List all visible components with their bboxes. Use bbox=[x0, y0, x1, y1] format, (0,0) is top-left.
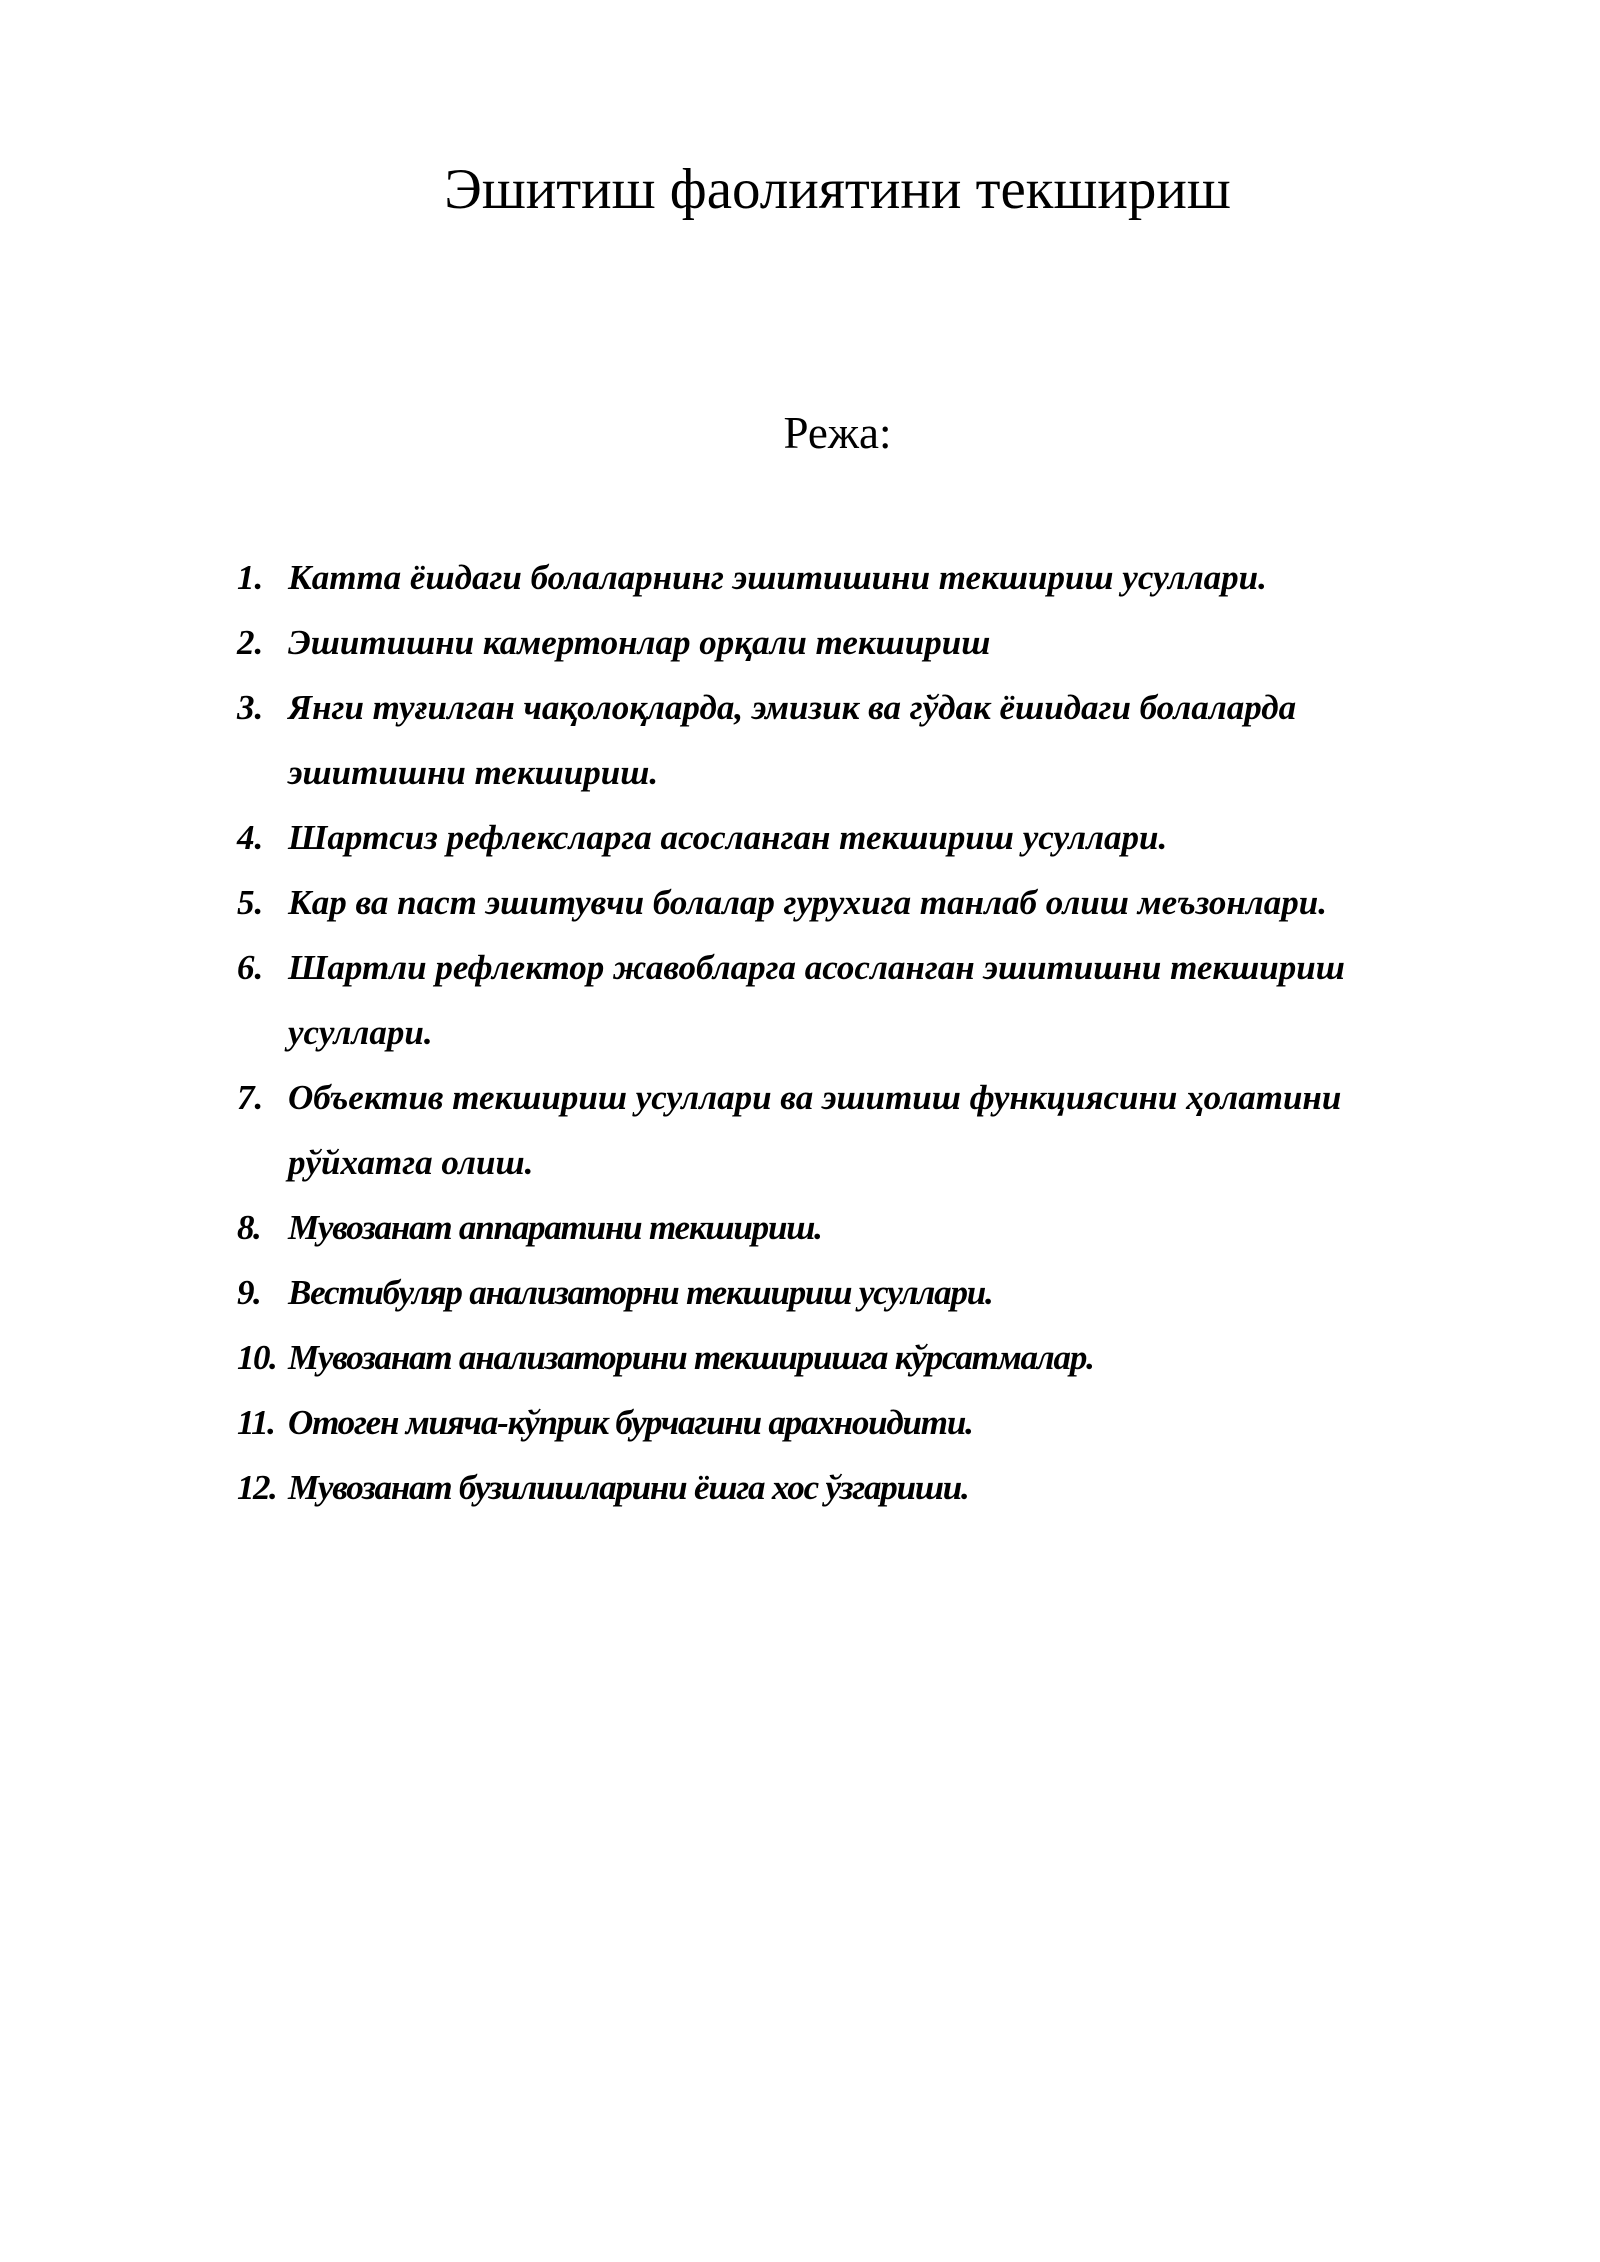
plan-item-number: 3. bbox=[237, 688, 264, 727]
plan-item-10 bbox=[237, 1325, 1467, 1390]
plan-item-7 bbox=[237, 1065, 1467, 1195]
plan-item-text: Отоген мияча-кўприк бурчагини арахноидити. bbox=[288, 1403, 973, 1442]
plan-item-5 bbox=[237, 870, 1467, 935]
plan-item-number: 4. bbox=[237, 818, 264, 857]
plan-item-number: 12. bbox=[237, 1468, 277, 1507]
plan-heading: Режа: bbox=[783, 408, 892, 458]
plan-item-11 bbox=[237, 1390, 1467, 1455]
plan-item-8 bbox=[237, 1195, 1467, 1260]
plan-item-text: Объектив текшириш усуллари ва эшитиш функциясини ҳолатини рўйхатга олиш. bbox=[288, 1078, 1342, 1182]
plan-item-number: 6. bbox=[237, 948, 264, 987]
plan-item-text: Мувозанат анализаторини текширишга кўрсатмалар. bbox=[288, 1338, 1094, 1377]
plan-item-text: Катта ёшдаги болаларнинг эшитишини текшириш усуллари. bbox=[288, 558, 1267, 597]
plan-item-3 bbox=[237, 675, 1467, 805]
plan-item-text: Мувозанат бузилишларини ёшга хос ўзгариши. bbox=[288, 1468, 969, 1507]
plan-item-text: Шартсиз рефлексларга асосланган текшириш усуллари. bbox=[288, 818, 1168, 857]
plan-item-number: 7. bbox=[237, 1078, 264, 1117]
plan-item-text: Эшитишни камертонлар орқали текшириш bbox=[288, 623, 991, 662]
plan-item-6 bbox=[237, 935, 1467, 1065]
document-title: Эшитиш фаолиятини текшириш bbox=[444, 158, 1231, 221]
plan-item-number: 5. bbox=[237, 883, 264, 922]
plan-item-text: Мувозанат аппаратини текшириш. bbox=[288, 1208, 822, 1247]
plan-item-number: 10. bbox=[237, 1338, 277, 1377]
plan-item-text: Янги туғилган чақолоқларда, эмизик ва гўдак ёшидаги болаларда эшитишни текшириш. bbox=[288, 688, 1297, 792]
plan-item-number: 8. bbox=[237, 1208, 261, 1247]
plan-item-number: 9. bbox=[237, 1273, 261, 1312]
plan-item-number: 2. bbox=[237, 623, 264, 662]
plan-item-4 bbox=[237, 805, 1467, 870]
plan-item-text: Кар ва паст эшитувчи болалар гурухига танлаб олиш меъзонлари. bbox=[288, 883, 1327, 922]
plan-item-9 bbox=[237, 1260, 1467, 1325]
plan-item-number: 1. bbox=[237, 558, 264, 597]
plan-item-1 bbox=[237, 545, 1467, 610]
plan-item-12 bbox=[237, 1455, 1467, 1520]
plan-item-2 bbox=[237, 610, 1467, 675]
plan-item-text: Вестибуляр анализаторни текшириш усуллари. bbox=[288, 1273, 993, 1312]
plan-item-number: 11. bbox=[237, 1403, 275, 1442]
plan-item-text: Шартли рефлектор жавобларга асосланган эшитишни текшириш усуллари. bbox=[288, 948, 1345, 1052]
plan-list bbox=[237, 545, 1467, 1520]
